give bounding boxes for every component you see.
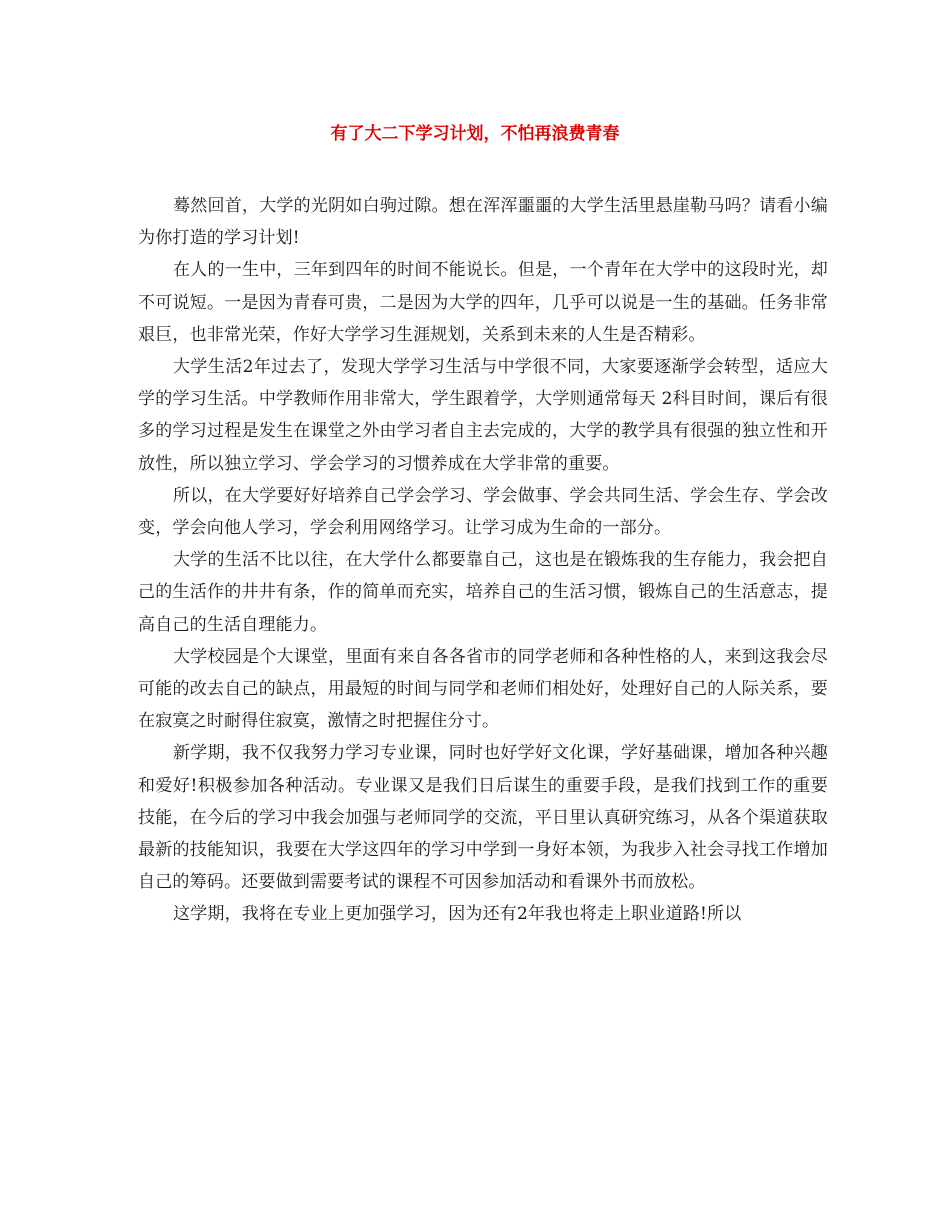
paragraph: 大学生活2年过去了，发现大学学习生活与中学很不同，大家要逐渐学会转型，适应大学的学习生活。中学教师作用非常大，学生跟着学，大学则通常每天 2科目时间，课后有很多的学习过程是发生在课堂之外由学习者自主去完成的，大学的教学具有很强的独立性和开放性，所以独立学习、学会学习的习惯养成在大学非常的重要。 [138, 357, 828, 474]
document-title: 有了大二下学习计划，不怕再浪费青春 [330, 124, 620, 144]
paragraph: 新学期，我不仅我努力学习专业课，同时也好学好文化课，学好基础课，增加各种兴趣和爱好!积极参加各种活动。专业课又是我们日后谋生的重要手段，是我们找到工作的重要技能，在今后的学习中我会加强与老师同学的交流，平日里认真研究练习，从各个渠道获取最新的技能知识，我要在大学这四年的学习中学到一身好本领，为我步入社会寻找工作增加自己的筹码。还要做到需要考试的课程不可因参加活动和看课外书而放松。 [138, 743, 828, 893]
paragraph: 在人的一生中，三年到四年的时间不能说长。但是，一个青年在大学中的这段时光，却不可说短。一是因为青春可贵，二是因为大学的四年，几乎可以说是一生的基础。任务非常艰巨，也非常光荣，作好大学学习生涯规划，关系到未来的人生是否精彩。 [138, 260, 828, 345]
paragraph: 所以，在大学要好好培养自己学会学习、学会做事、学会共同生活、学会生存、学会改变，学会向他人学习，学会利用网络学习。让学习成为生命的一部分。 [138, 485, 828, 539]
paragraph: 这学期，我将在专业上更加强学习，因为还有2年我也将走上职业道路!所以 [173, 904, 742, 925]
paragraph: 蓦然回首，大学的光阴如白驹过隙。想在浑浑噩噩的大学生活里悬崖勒马吗？请看小编为你打造的学习计划! [138, 196, 828, 249]
document-body [138, 190, 828, 931]
paragraph: 大学校园是个大课堂，里面有来自各各省市的同学老师和各种性格的人，来到这我会尽可能的改去自己的缺点，用最短的时间与同学和老师们相处好，处理好自己的人际关系，要在寂寞之时耐得住寂寞，激情之时把握住分寸。 [138, 646, 828, 732]
paragraph: 大学的生活不比以往，在大学什么都要靠自己，这也是在锻炼我的生存能力，我会把自己的生活作的井井有条，作的简单而充实，培养自己的生活习惯，锻炼自己的生活意志，提高自己的生活自理能力。 [138, 550, 828, 635]
